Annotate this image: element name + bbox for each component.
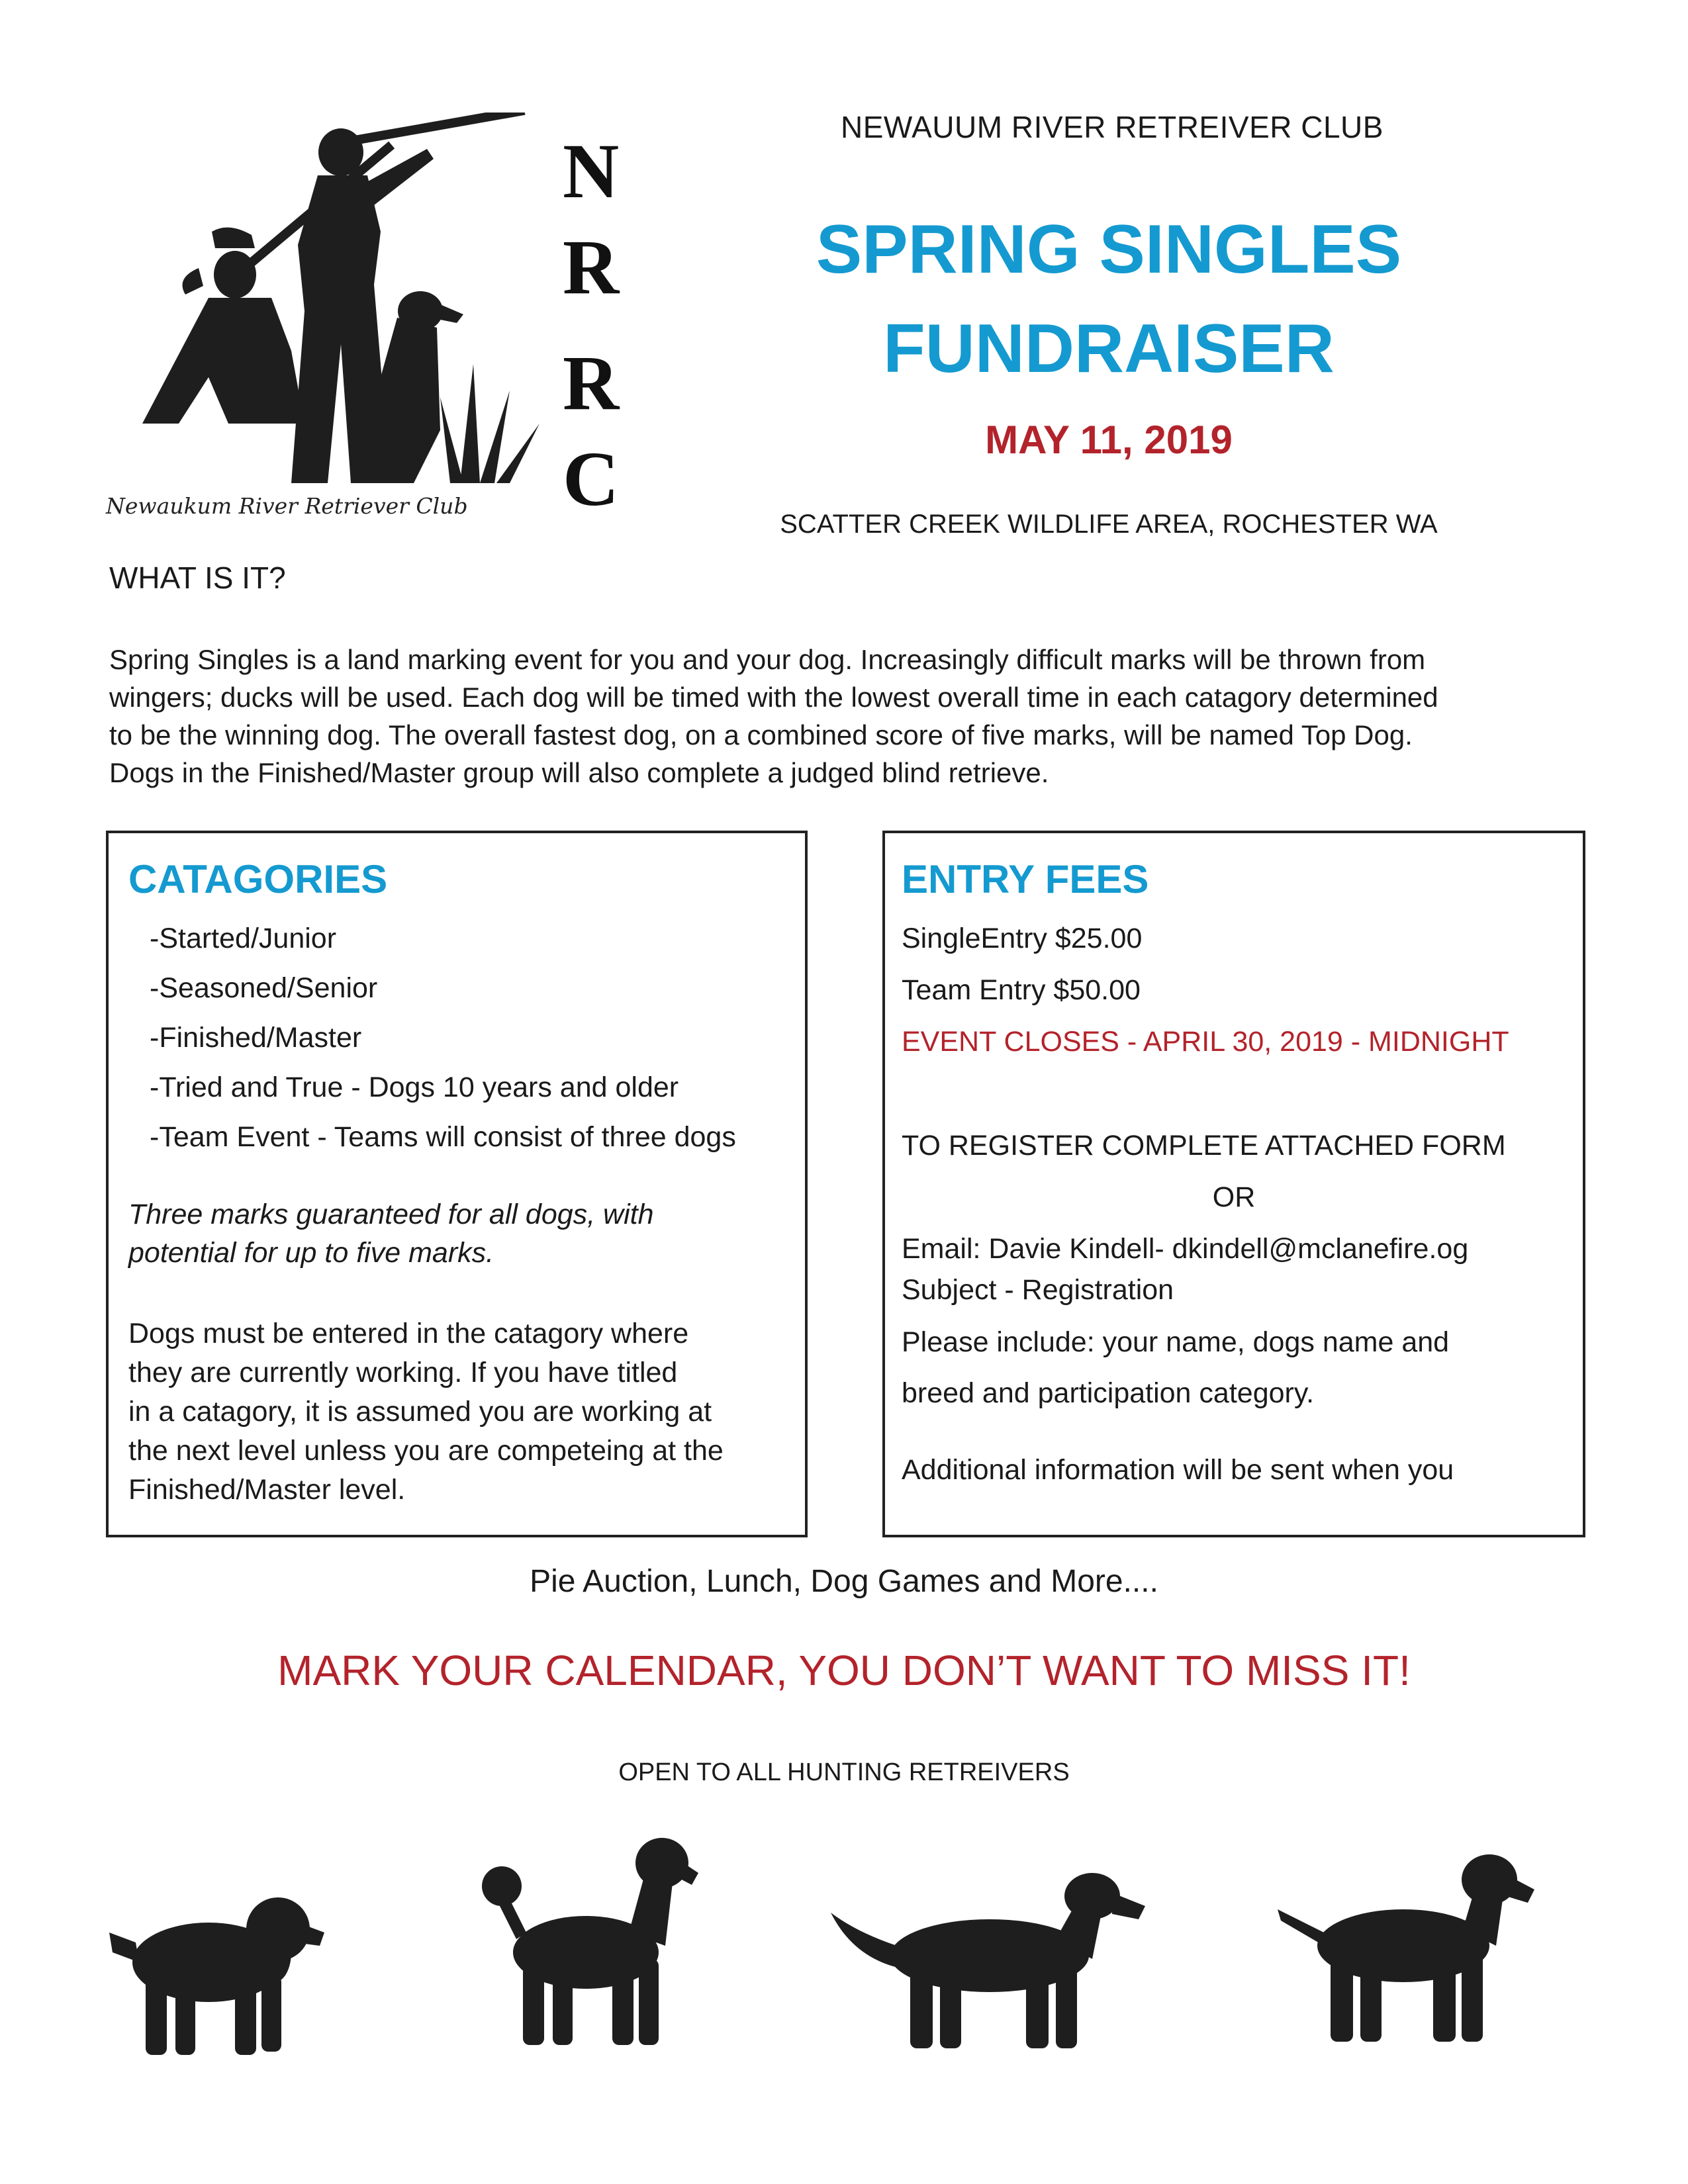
event-title-line2: FUNDRAISER [883,310,1335,387]
mark-calendar: MARK YOUR CALENDAR, YOU DON’T WANT TO MISS IT! [277,1647,1411,1694]
intro-line: to be the winning dog. The overall fastest dog, on a combined score of five marks, will be named Top Dog. [109,719,1413,751]
labrador-silhouette-icon [1278,1846,1536,2045]
category-rule-line: the next level unless you are competeing at the [128,1435,724,1467]
category-rule-line: in a catagory, it is assumed you are working at [128,1396,712,1428]
event-closes: EVENT CLOSES - APRIL 30, 2019 - MIDNIGHT [902,1026,1509,1058]
team-entry-fee: Team Entry $50.00 [902,974,1141,1006]
intro-paragraph [109,641,1579,792]
category-item: -Finished/Master [150,1022,362,1054]
logo-letter-r1: R [563,224,620,310]
hunter-silhouette-icon [129,113,553,483]
single-entry-fee: SingleEntry $25.00 [902,923,1143,954]
categories-box [106,831,808,1537]
entry-fees-box [882,831,1585,1537]
category-item: -Started/Junior [150,923,337,954]
intro-heading: WHAT IS IT? [109,561,286,595]
event-venue: SCATTER CREEK WILDLIFE AREA, ROCHESTER WA [780,510,1438,539]
email-subject: Subject - Registration [902,1274,1174,1306]
spaniel-silhouette-icon [109,1876,334,2062]
event-title-line1: SPRING SINGLES [816,211,1402,288]
category-item: -Seasoned/Senior [150,972,378,1004]
poodle-silhouette-icon [463,1833,702,2052]
logo-letter-c: C [563,435,620,522]
categories-heading: CATAGORIES [128,857,388,901]
open-to-all: OPEN TO ALL HUNTING RETREIVERS [618,1758,1070,1786]
setter-silhouette-icon [831,1860,1149,2052]
extras-line: Pie Auction, Lunch, Dog Games and More.... [530,1564,1158,1599]
include-line: breed and participation category. [902,1377,1315,1409]
registration-email: Email: Davie Kindell- dkindell@mclanefire.og [902,1233,1469,1265]
category-item: -Team Event - Teams will consist of three dogs [150,1121,736,1153]
category-rule-line: Finished/Master level. [128,1474,406,1506]
include-line: Please include: your name, dogs name and [902,1326,1450,1358]
or-divider: OR [1212,1181,1256,1213]
intro-line: Dogs in the Finished/Master group will also complete a judged blind retrieve. [109,757,1049,788]
logo-caption: Newaukum River Retriever Club [106,493,468,519]
additional-info: Additional information will be sent when you [902,1454,1454,1486]
category-rule-line: Dogs must be entered in the catagory where [128,1318,689,1349]
club-name: NEWAUUM RIVER RETREIVER CLUB [841,110,1383,144]
marks-note-line: potential for up to five marks. [128,1237,494,1269]
logo-letter-r2: R [563,340,620,426]
marks-note-line: Three marks guaranteed for all dogs, with [128,1199,654,1230]
logo-letter-n: N [563,128,620,214]
intro-line: wingers; ducks will be used. Each dog will be timed with the lowest overall time in each catagory determined [109,682,1438,713]
intro-line: Spring Singles is a land marking event for you and your dog. Increasingly difficult marks will be thrown from [109,644,1426,675]
event-date: MAY 11, 2019 [985,418,1233,462]
category-rule-line: they are currently working. If you have titled [128,1357,678,1388]
category-item: -Tried and True - Dogs 10 years and older [150,1071,679,1103]
fees-heading: ENTRY FEES [902,857,1149,901]
register-instruction: TO REGISTER COMPLETE ATTACHED FORM [902,1130,1506,1161]
